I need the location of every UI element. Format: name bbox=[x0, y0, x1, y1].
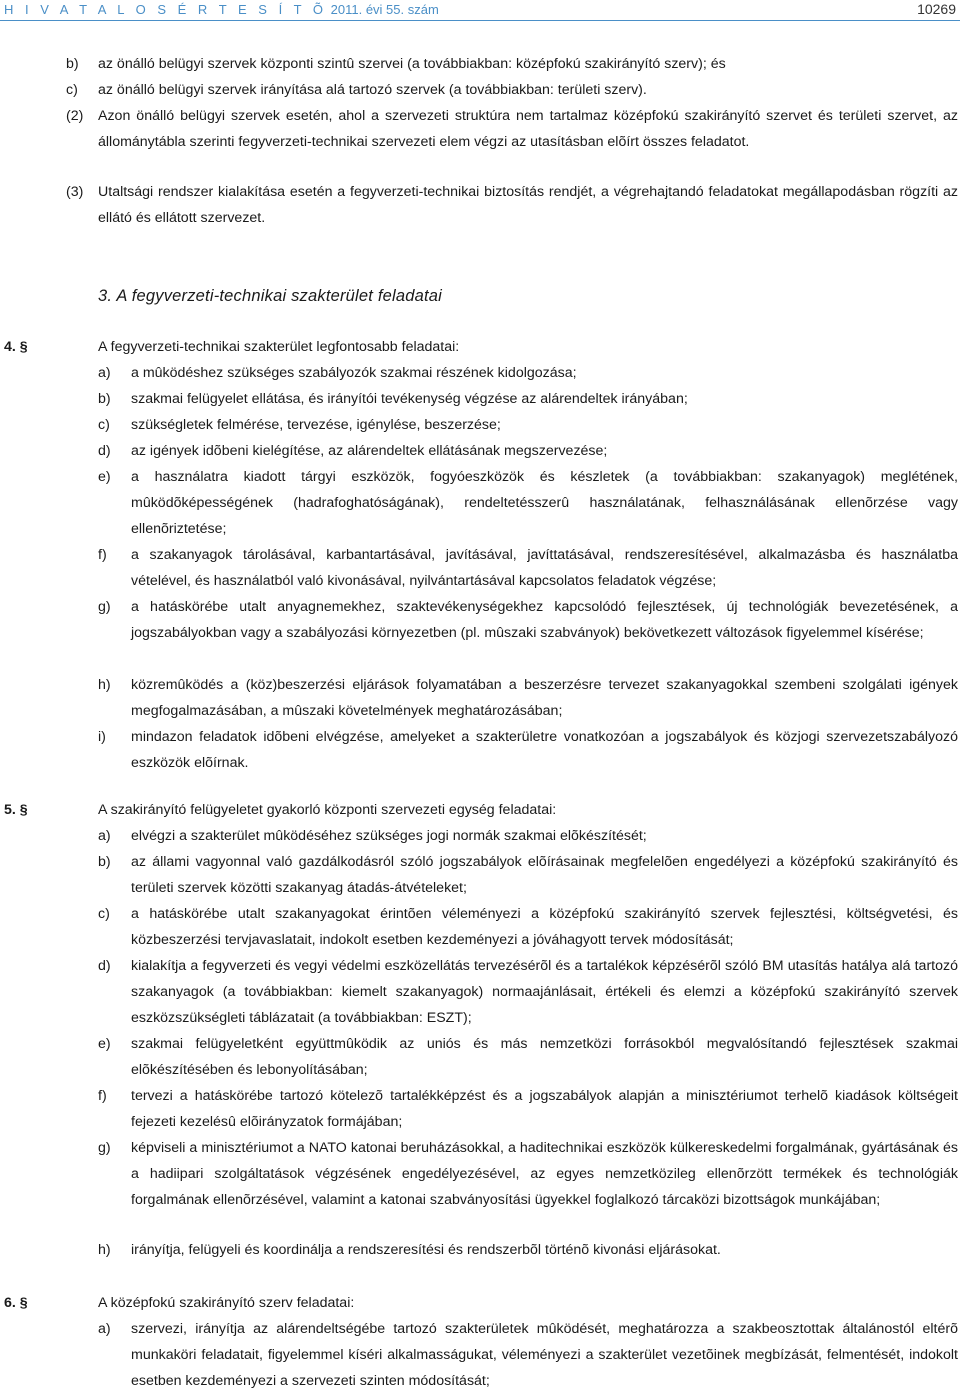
item-text: a használatra kiadott tárgyi eszközök, fogyóeszközök és készletek (a továbbiakban: szakanyagok) meglétének, mûködõképességének (hadrafoghatóságának), rendeltetésszerû használatának, felhasználásának ellenõrzése vagy ellenõriztetése; bbox=[131, 469, 958, 537]
item-text: képviseli a minisztériumot a NATO katonai beruházásokkal, a haditechnikai eszközök külkereskedelmi forgalmának, gyártásának és a hadiipari szolgáltatások végzésének engedélyezésével, az egyes nemzetközileg ellenõrzött termékek és technológiák forgalmának ellenõrzésével, valamint a katonai szabványosítási ügyekkel foglalkozó tárcaközi bizottságok munkájában; bbox=[131, 1140, 958, 1208]
list-item bbox=[66, 77, 956, 103]
item-label: e) bbox=[98, 1036, 111, 1052]
paragraph-label: (2) bbox=[66, 108, 84, 124]
list-item bbox=[98, 1237, 958, 1263]
section-heading: A szakirányító felügyeletet gyakorló központi szervezeti egység feladatai: bbox=[98, 802, 557, 818]
item-label: c) bbox=[66, 82, 78, 98]
list-item bbox=[98, 1083, 958, 1135]
list-item bbox=[98, 724, 958, 776]
item-label: a) bbox=[98, 828, 111, 844]
chapter-title: 3. A fegyverzeti-technikai szakterület feladatai bbox=[98, 287, 443, 305]
list-item bbox=[98, 412, 958, 438]
item-label: g) bbox=[98, 1140, 111, 1156]
item-label: f) bbox=[98, 547, 107, 563]
paragraph-text: Utaltsági rendszer kialakítása esetén a fegyverzeti-technikai biztosítás rendjét, a végrehajtandó feladatokat megállapodásban rögzíti az ellátó és ellátott szervezet. bbox=[98, 184, 958, 226]
paragraph bbox=[66, 103, 958, 155]
list-item bbox=[98, 464, 958, 542]
section-heading: A fegyverzeti-technikai szakterület legfontosabb feladatai: bbox=[98, 339, 460, 355]
item-text: az igények idõbeni kielégítése, az alárendeltek ellátásának megszervezése; bbox=[131, 443, 608, 459]
item-label: c) bbox=[98, 417, 110, 433]
item-text: mindazon feladatok idõbeni elvégzése, amelyeket a szakterületre vonatkozóan a jogszabályok és közjogi szervezetszabályozó eszközök elõírnak. bbox=[131, 729, 958, 771]
item-text: az önálló belügyi szervek irányítása alá tartozó szervek (a továbbiakban: területi szerv). bbox=[98, 82, 647, 98]
section-heading: A középfokú szakirányító szerv feladatai: bbox=[98, 1295, 355, 1311]
list-item bbox=[98, 386, 958, 412]
item-label: d) bbox=[98, 443, 111, 459]
item-label: e) bbox=[98, 469, 111, 485]
list-item bbox=[98, 1135, 958, 1213]
item-text: elvégzi a szakterület mûködéséhez szükséges jogi normák szakmai elõkészítését; bbox=[131, 828, 647, 844]
list-item bbox=[98, 542, 958, 594]
item-text: szervezi, irányítja az alárendeltségébe tartozó szakterületek mûködését, meghatározza a szakbeosztottak általánostól eltérõ munkaköri feladatait, figyelemmel kíséri alkalmasságukat, véleményezi a szakterület vezetõinek megbízását, felmentését, indokolt esetben kezdeményezi a szervezeti szinten módosítását; bbox=[131, 1321, 958, 1389]
item-label: f) bbox=[98, 1088, 107, 1104]
header-rule bbox=[0, 20, 960, 21]
section-number: 5. § bbox=[4, 802, 28, 818]
list-item bbox=[66, 51, 956, 77]
list-item bbox=[98, 849, 958, 901]
section-number: 6. § bbox=[4, 1295, 28, 1311]
item-label: a) bbox=[98, 365, 111, 381]
item-label: h) bbox=[98, 677, 111, 693]
item-text: az állami vagyonnal való gazdálkodásról szóló jogszabályok elõírásainak megfelelõen engedélyezi a középfokú szakirányító és területi szervek közötti szakanyag átadás-átvételeket; bbox=[131, 854, 958, 896]
list-item bbox=[98, 823, 958, 849]
item-label: b) bbox=[66, 56, 79, 72]
item-text: közremûködés a (köz)beszerzési eljárások folyamatában a beszerzésre tervezet szakanyagokkal szembeni szolgálati igények megfogalmazásában, a mûszaki követelmények meghatározásában; bbox=[131, 677, 958, 719]
list-item bbox=[98, 1031, 958, 1083]
item-text: a mûködéshez szükséges szabályozók szakmai részének kidolgozása; bbox=[131, 365, 577, 381]
list-item bbox=[98, 438, 958, 464]
page-header bbox=[0, 0, 960, 22]
page-number: 10269 bbox=[917, 1, 956, 17]
list-item bbox=[98, 360, 958, 386]
item-label: a) bbox=[98, 1321, 111, 1337]
list-item bbox=[98, 901, 958, 953]
section-number: 4. § bbox=[4, 339, 28, 355]
item-text: szükségletek felmérése, tervezése, igénylése, beszerzése; bbox=[131, 417, 501, 433]
item-text: a hatáskörébe utalt szakanyagokat érintõen véleményezi a középfokú szakirányító szervek fejlesztési, költségvetési, és közbeszerzési tervjavaslatait, indokolt esetben kezdeményezi a jóváhagyott tervek módosítását; bbox=[131, 906, 958, 948]
list-item bbox=[98, 672, 958, 724]
item-label: h) bbox=[98, 1242, 111, 1258]
paragraph-text: Azon önálló belügyi szervek esetén, ahol a szervezeti struktúra nem tartalmaz középfokú szakirányító szervet és területi szervet, az állománytábla szerinti fegyverzeti-technikai szervezeti elem végzi az utasításban elõírt összes feladatot. bbox=[98, 108, 958, 150]
list-item bbox=[98, 594, 958, 646]
paragraph-label: (3) bbox=[66, 184, 84, 200]
item-text: szakmai felügyelet ellátása, és irányítói tevékenység végzése az alárendeltek irányában; bbox=[131, 391, 688, 407]
item-text: a szakanyagok tárolásával, karbantartásával, javításával, javíttatásával, rendszeresítésével, alkalmazásba és használatba vételével, és használatból való kivonásával, nyilvántartásával kapcsolatos feladatok végzése; bbox=[131, 547, 958, 589]
item-text: tervezi a hatáskörébe tartozó kötelezõ tartalékképzést és a jogszabályok alapján a minisztériumot terhelõ kiadások költségeit fejezeti kezelésû elõirányzatok formájában; bbox=[131, 1088, 958, 1130]
item-label: i) bbox=[98, 729, 106, 745]
item-label: g) bbox=[98, 599, 111, 615]
item-text: irányítja, felügyeli és koordinálja a rendszeresítési és rendszerbõl történõ kivonási eljárásokat. bbox=[131, 1242, 721, 1258]
issue-label: 2011. évi 55. szám bbox=[330, 2, 439, 17]
list-item bbox=[98, 953, 958, 1031]
list-item bbox=[98, 1316, 958, 1394]
item-label: b) bbox=[98, 854, 111, 870]
item-text: az önálló belügyi szervek központi szintû szervei (a továbbiakban: középfokú szakirányító szerv); és bbox=[98, 56, 726, 72]
paragraph bbox=[66, 179, 958, 231]
item-text: a hatáskörébe utalt anyagnemekhez, szaktevékenységekhez kapcsolódó fejlesztések, új technológiák bevezetésének, a jogszabályokban vagy a szabályozási környezetben (pl. mûszaki szabványok) bekövetkezett változások figyelemmel kísérése; bbox=[131, 599, 958, 641]
item-text: szakmai felügyeletként együttmûködik az uniós és más nemzetközi forrásokból megvalósítandó fejlesztések szakmai elõkészítésében és lebonyolításában; bbox=[131, 1036, 958, 1078]
publication-title: H I V A T A L O S É R T E S Í T Õ 2011. évi 55. szám bbox=[4, 2, 439, 17]
item-label: c) bbox=[98, 906, 110, 922]
item-label: d) bbox=[98, 958, 111, 974]
item-label: b) bbox=[98, 391, 111, 407]
item-text: kialakítja a fegyverzeti és vegyi védelmi eszközellátás tervezésérõl és a tartalékok képzésérõl szóló BM utasítás hatálya alá tartozó szakanyagok (a továbbiakban: kiemelt szakanyagok) normaajánlásait, értékeli és elemzi a középfokú szakirányító szervek eszközszükségleti táblázatait (a továbbiakban: ESZT); bbox=[131, 958, 958, 1026]
